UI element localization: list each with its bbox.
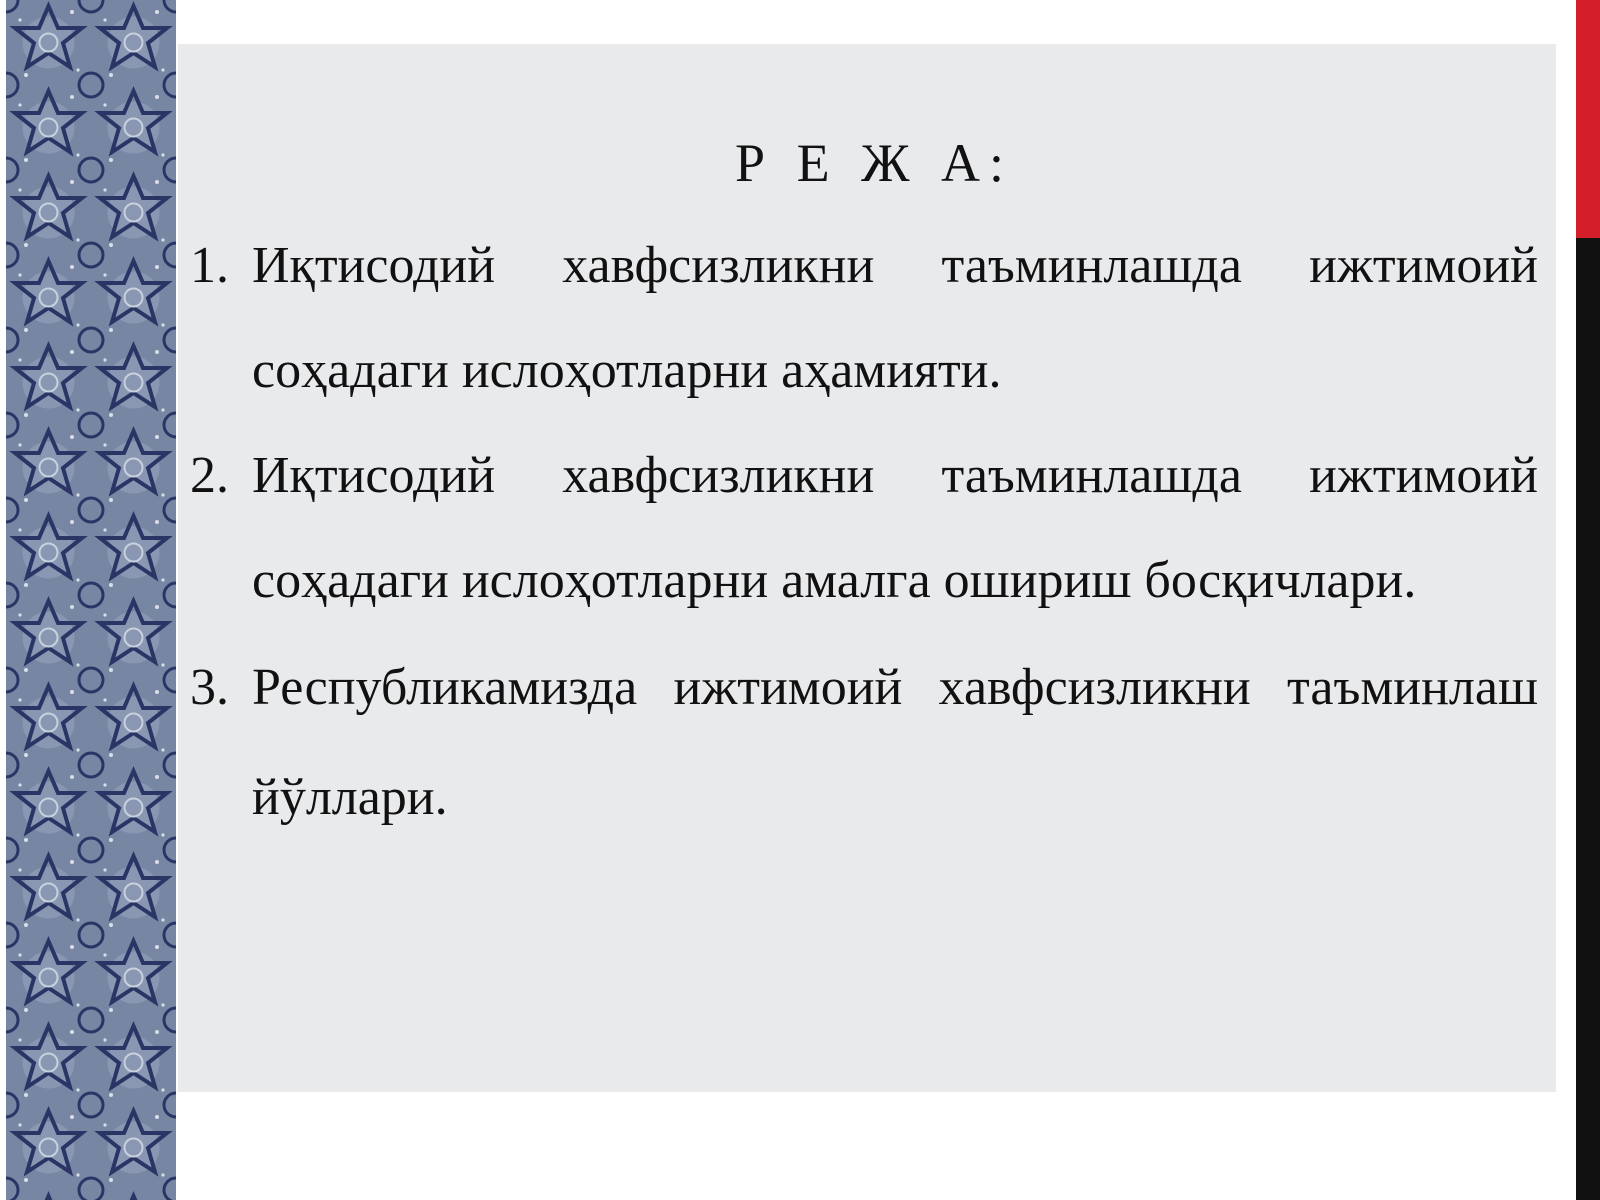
list-item-number: 2. xyxy=(190,447,229,504)
list-item xyxy=(190,423,1538,633)
edge-accent-black xyxy=(1576,238,1600,1200)
list-item-text: Иқтисодий хавфсизликни таъминлашда ижтимоий соҳадаги ислоҳотларни аҳамияти. xyxy=(252,237,1538,399)
plan-list xyxy=(190,213,1538,853)
list-item xyxy=(190,213,1538,423)
list-item-text: Иқтисодий хавфсизликни таъминлашда ижтимоий соҳадаги ислоҳотларни амалга ошириш босқичлари. xyxy=(252,447,1538,609)
list-item-number: 3. xyxy=(190,659,229,716)
list-item xyxy=(190,633,1538,853)
list-item-text: Республикамизда ижтимоий хавфсизликни таъминлаш йўллари. xyxy=(252,659,1538,826)
slide-title: Р Е Ж А: xyxy=(735,133,1013,193)
ornamental-tile-strip xyxy=(6,0,176,1200)
edge-accent-red xyxy=(1576,0,1600,238)
list-item-number: 1. xyxy=(190,237,229,294)
